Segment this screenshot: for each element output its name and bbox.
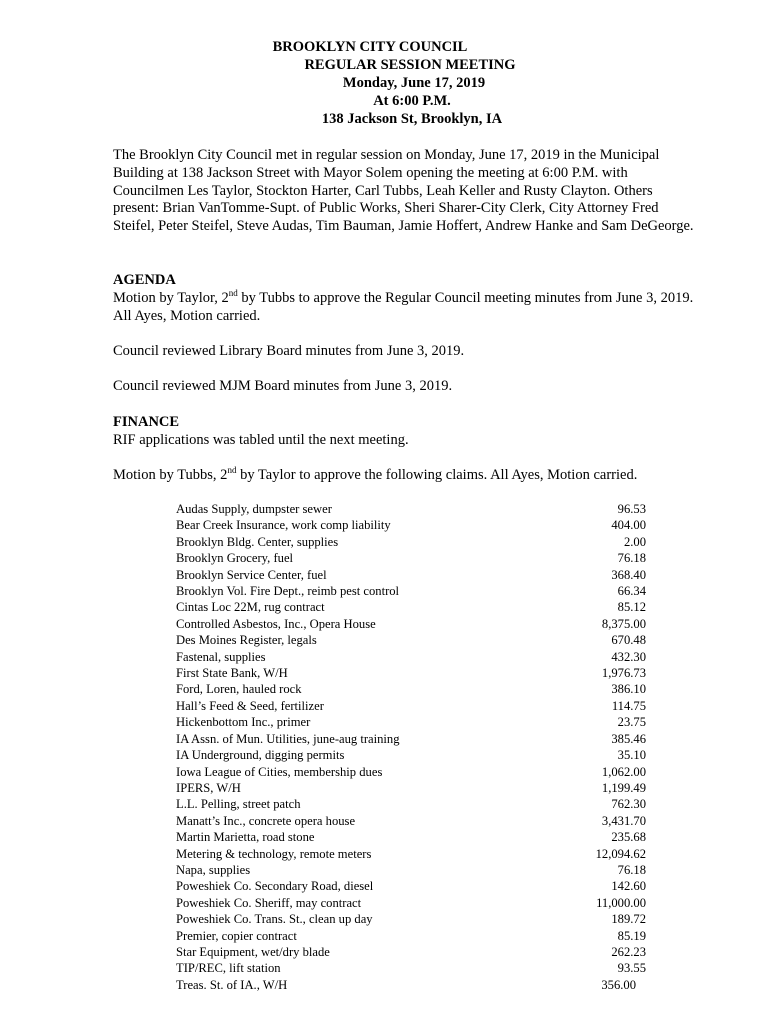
claim-payee: Iowa League of Cities, membership dues <box>176 764 383 779</box>
claim-amount: 762.30 <box>611 797 646 812</box>
header-session: REGULAR SESSION MEETING <box>304 57 516 73</box>
claim-row <box>176 747 646 763</box>
intro-paragraph: The Brooklyn City Council met in regular session on Monday, June 17, 2019 in the Municipal Building at 138 Jackson Street with Mayor Solem opening the meeting at 6:00 P.M. with Councilmen Les Taylor, Stockton Harter, Carl Tubbs, Leah Keller and Rusty Clayton. Others present: Brian VanTomme-Supt. of Public Works, Sheri Sharer-City Clerk, City Attorney Fred Steifel, Peter Steifel, Steve Audas, Tim Bauman, Jamie Hoffert, Andrew Hanke and Sam DeGeorge. <box>113 147 694 235</box>
claim-payee: Poweshiek Co. Trans. St., clean up day <box>176 912 373 927</box>
claim-amount: 368.40 <box>611 567 646 582</box>
claim-payee: Controlled Asbestos, Inc., Opera House <box>176 616 376 631</box>
claim-row <box>176 698 646 714</box>
claim-amount: 386.10 <box>611 682 646 697</box>
claim-payee: Brooklyn Bldg. Center, supplies <box>176 534 339 549</box>
header-title: BROOKLYN CITY COUNCIL <box>272 39 468 55</box>
claim-row <box>176 846 646 862</box>
claim-amount: 8,375.00 <box>601 616 646 631</box>
claim-row <box>176 829 646 845</box>
claim-row <box>176 599 646 615</box>
claim-row <box>176 649 646 665</box>
claim-payee: Ford, Loren, hauled rock <box>176 682 302 697</box>
claim-payee: Poweshiek Co. Sheriff, may contract <box>176 895 362 910</box>
finance-heading: FINANCE <box>113 414 180 430</box>
agenda-heading: AGENDA <box>113 272 176 288</box>
claim-amount: 1,199.49 <box>601 780 646 795</box>
claim-row <box>176 517 646 533</box>
claim-amount: 1,976.73 <box>601 666 646 681</box>
claim-payee: IA Underground, digging permits <box>176 748 345 763</box>
claim-payee: Cintas Loc 22M, rug contract <box>176 600 325 615</box>
claim-amount: 3,431.70 <box>601 813 646 828</box>
claim-row <box>176 944 646 960</box>
claims-list <box>176 501 646 993</box>
agenda-motion-sup: nd <box>228 287 238 298</box>
claim-row <box>176 681 646 697</box>
claim-amount: 385.46 <box>611 731 646 746</box>
claim-row <box>176 714 646 730</box>
claim-amount: 262.23 <box>611 944 646 959</box>
claim-payee: Premier, copier contract <box>176 928 297 943</box>
header-date: Monday, June 17, 2019 <box>342 75 486 91</box>
claim-amount: 356.00 <box>601 977 636 992</box>
claims-motion-pre: Motion by Tubbs, 2 <box>113 467 228 483</box>
claim-row <box>176 862 646 878</box>
claim-amount: 404.00 <box>611 518 646 533</box>
agenda-motion <box>113 287 698 326</box>
claim-amount: 93.55 <box>617 961 646 976</box>
claim-row <box>176 567 646 583</box>
claim-payee: Brooklyn Grocery, fuel <box>176 551 294 566</box>
claim-amount: 35.10 <box>617 748 646 763</box>
claim-row <box>176 616 646 632</box>
claim-row <box>176 632 646 648</box>
claim-amount: 76.18 <box>617 862 646 877</box>
agenda-motion-post: by Tubbs to approve the Regular Council meeting minutes from June 3, 2019. All Ayes, Motion carried. <box>113 289 694 324</box>
header-address: 138 Jackson St, Brooklyn, IA <box>321 111 503 127</box>
claim-amount: 85.12 <box>617 600 646 615</box>
claim-row <box>176 928 646 944</box>
claim-amount: 11,000.00 <box>596 895 646 910</box>
claim-payee: IA Assn. of Mun. Utilities, june-aug training <box>176 731 400 746</box>
claim-payee: First State Bank, W/H <box>176 666 288 681</box>
claim-payee: IPERS, W/H <box>176 780 241 795</box>
claim-payee: Hall’s Feed & Seed, fertilizer <box>176 698 324 713</box>
agenda-section <box>113 272 698 325</box>
claim-payee: Napa, supplies <box>176 862 251 877</box>
claim-payee: L.L. Pelling, street patch <box>176 797 301 812</box>
claim-row <box>176 583 646 599</box>
claim-row <box>176 895 646 911</box>
claim-payee: Metering & technology, remote meters <box>176 846 372 861</box>
claim-amount: 96.53 <box>617 502 646 516</box>
claim-payee: Martin Marietta, road stone <box>176 830 315 845</box>
claim-amount: 142.60 <box>611 879 646 894</box>
claim-row <box>176 665 646 681</box>
rif-note: RIF applications was tabled until the next meeting. <box>113 431 409 448</box>
claim-amount: 432.30 <box>611 649 646 664</box>
finance-section <box>113 414 698 450</box>
claim-payee: Bear Creek Insurance, work comp liability <box>176 518 391 533</box>
claim-payee: Manatt’s Inc., concrete opera house <box>176 813 356 828</box>
claim-row <box>176 780 646 796</box>
claim-payee: Audas Supply, dumpster sewer <box>176 502 332 516</box>
claim-row <box>176 550 646 566</box>
claim-row <box>176 796 646 812</box>
claim-amount: 114.75 <box>611 698 646 713</box>
claim-amount: 189.72 <box>611 912 646 927</box>
claim-amount: 23.75 <box>617 715 646 730</box>
library-review: Council reviewed Library Board minutes from June 3, 2019. <box>113 343 465 359</box>
claim-amount: 85.19 <box>617 928 646 943</box>
claim-payee: Brooklyn Vol. Fire Dept., reimb pest control <box>176 584 400 599</box>
claim-amount: 76.18 <box>617 551 646 566</box>
header-time: At 6:00 P.M. <box>373 93 451 109</box>
claim-row <box>176 501 646 517</box>
claims-motion-sup: nd <box>227 465 237 475</box>
claim-amount: 235.68 <box>611 830 646 845</box>
claim-row <box>176 977 646 993</box>
claim-payee: Treas. St. of IA., W/H <box>176 977 288 992</box>
claim-amount: 12,094.62 <box>595 846 646 861</box>
claim-row <box>176 813 646 829</box>
claim-row <box>176 731 646 747</box>
claim-row <box>176 911 646 927</box>
claim-payee: Star Equipment, wet/dry blade <box>176 944 330 959</box>
claim-payee: Brooklyn Service Center, fuel <box>176 567 327 582</box>
claim-row <box>176 764 646 780</box>
claim-payee: Poweshiek Co. Secondary Road, diesel <box>176 879 374 894</box>
claim-row <box>176 960 646 976</box>
claim-payee: Des Moines Register, legals <box>176 633 317 648</box>
claim-amount: 66.34 <box>617 584 646 599</box>
claims-motion <box>113 467 698 485</box>
claim-payee: Hickenbottom Inc., primer <box>176 715 311 730</box>
claim-amount: 1,062.00 <box>601 764 646 779</box>
claim-row <box>176 878 646 894</box>
mjm-review: Council reviewed MJM Board minutes from June 3, 2019. <box>113 378 453 394</box>
agenda-motion-pre: Motion by Taylor, 2 <box>113 289 229 306</box>
claim-payee: TIP/REC, lift station <box>176 961 281 976</box>
claim-amount: 670.48 <box>611 633 646 648</box>
claim-row <box>176 534 646 550</box>
claims-motion-post: by Taylor to approve the following claims. All Ayes, Motion carried. <box>236 467 638 483</box>
claim-amount: 2.00 <box>623 534 646 549</box>
document-header <box>0 38 770 128</box>
claim-payee: Fastenal, supplies <box>176 649 266 664</box>
